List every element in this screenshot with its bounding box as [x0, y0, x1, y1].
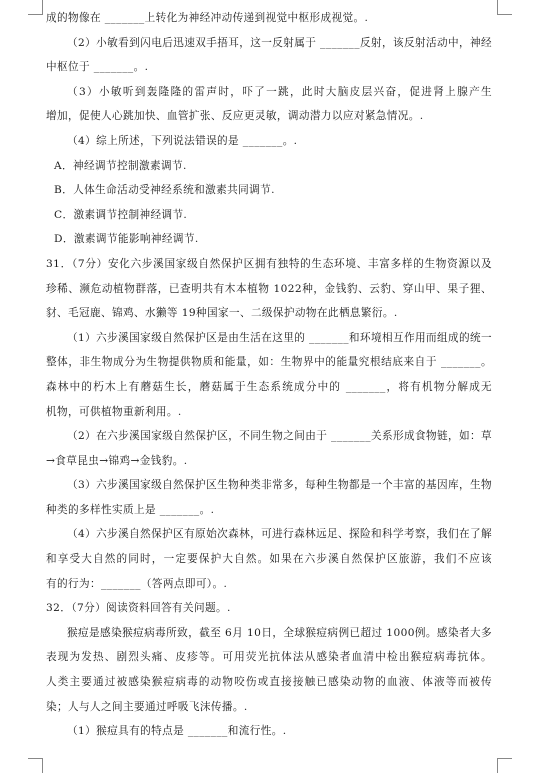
text-line: 整体，非生物成分为生物提供物质和能量，如：生物界中的能量究根结底来自于 _______。	[46, 356, 492, 369]
passage-line: 人类主要通过被感染猴痘病毒的动物咬伤或直接接触已感染动物的血液、体液等而被传	[46, 676, 492, 689]
passage-line: 染；人与人之间主要通过呼吸飞沫传播。.	[46, 700, 248, 713]
passage-line: 猴痘是感染猴痘病毒所致，截至 6月 10日，全球猴痘病例已超过 1000例。感染者大多	[67, 626, 492, 639]
option-a: A．神经调节控制激素调节.	[54, 159, 187, 172]
passage-line: 表现为发热、剧烈头痛、皮疹等。可用荧光抗体法从感染者血清中检出猴痘病毒抗体。	[46, 651, 492, 664]
text-line: 增加，促使人心跳加快、血管扩张、反应更灵敏，调动潜力以应对紧急情况。.	[46, 110, 424, 123]
crop-mark-top-left	[28, 0, 43, 15]
text-line: 森林中的朽木上有蘑菇生长，蘑菇属于生态系统成分中的 _______，将有机物分解成无	[46, 380, 492, 393]
option-d: D．激素调节能影响神经调节.	[54, 233, 199, 246]
text-line: 种类的多样性实质上是 _______。.	[46, 503, 215, 516]
text-line: 机物，可供植物重新利用。.	[46, 405, 182, 418]
question-31-heading: 31．（7分）安化六步溪国家级自然保护区拥有独特的生态环境、丰富多样的生物资源以及	[46, 257, 492, 270]
option-c: C．激素调节控制神经调节.	[54, 208, 188, 221]
question-line: （1）猴痘具有的特点是 _______和流行性。.	[67, 725, 287, 738]
question-line: （4）六步溪自然保护区有原始次森林，可进行森林远足、探险和科学考察，我们在了解	[67, 528, 492, 541]
question-line: （3）六步溪国家级自然保护区生物种类非常多，每种生物都是一个丰富的基因库，生物	[67, 479, 492, 492]
crop-mark-bottom-left	[28, 758, 43, 773]
text-line: 豺、毛冠鹿、锦鸡、水獭等 19种国家一、二级保护动物在此栖息繁衍。.	[46, 307, 398, 320]
question-32-heading: 32．（7分）阅读资料回答有关问题。.	[46, 602, 231, 615]
text-line: 中枢位于 _______。.	[46, 61, 149, 74]
question-line: （3）小敏听到轰隆隆的雷声时，吓了一跳，此时大脑皮层兴奋，促进肾上腺产生	[67, 85, 492, 98]
question-line: （2）在六步溪国家级自然保护区，不同生物之间由于 _______关系形成食物链，如：草	[67, 430, 492, 443]
question-line: （2）小敏看到闪电后迅速双手捂耳，这一反射属于 _______反射，该反射活动中，神经	[67, 36, 492, 49]
option-b: B．人体生命活动受神经系统和激素共同调节.	[54, 184, 275, 197]
text-line: 珍稀、濒危动植物群落，已查明共有木本植物 1022种，金钱豹、云豹、穿山甲、果子狸、	[46, 282, 492, 295]
crop-mark-bottom-right	[497, 758, 512, 773]
text-line: →食草昆虫→锦鸡→金钱豹。.	[46, 454, 188, 467]
text-line: 和享受大自然的同时，一定要保护大自然。如果在六步溪自然保护区旅游，我们不应该	[46, 553, 492, 566]
question-line: （1）六步溪国家级自然保护区是由生活在这里的 _______和环境相互作用而组成的统一	[67, 331, 492, 344]
document-page	[46, 6, 492, 744]
crop-mark-top-right	[497, 0, 512, 15]
question-line: （4）综上所述，下列说法错误的是 _______。.	[67, 134, 298, 147]
text-line: 成的物像在 _______上转化为神经冲动传递到视觉中枢形成视觉。.	[46, 12, 369, 24]
text-line: 有的行为：_______（答两点即可）。.	[46, 577, 228, 590]
